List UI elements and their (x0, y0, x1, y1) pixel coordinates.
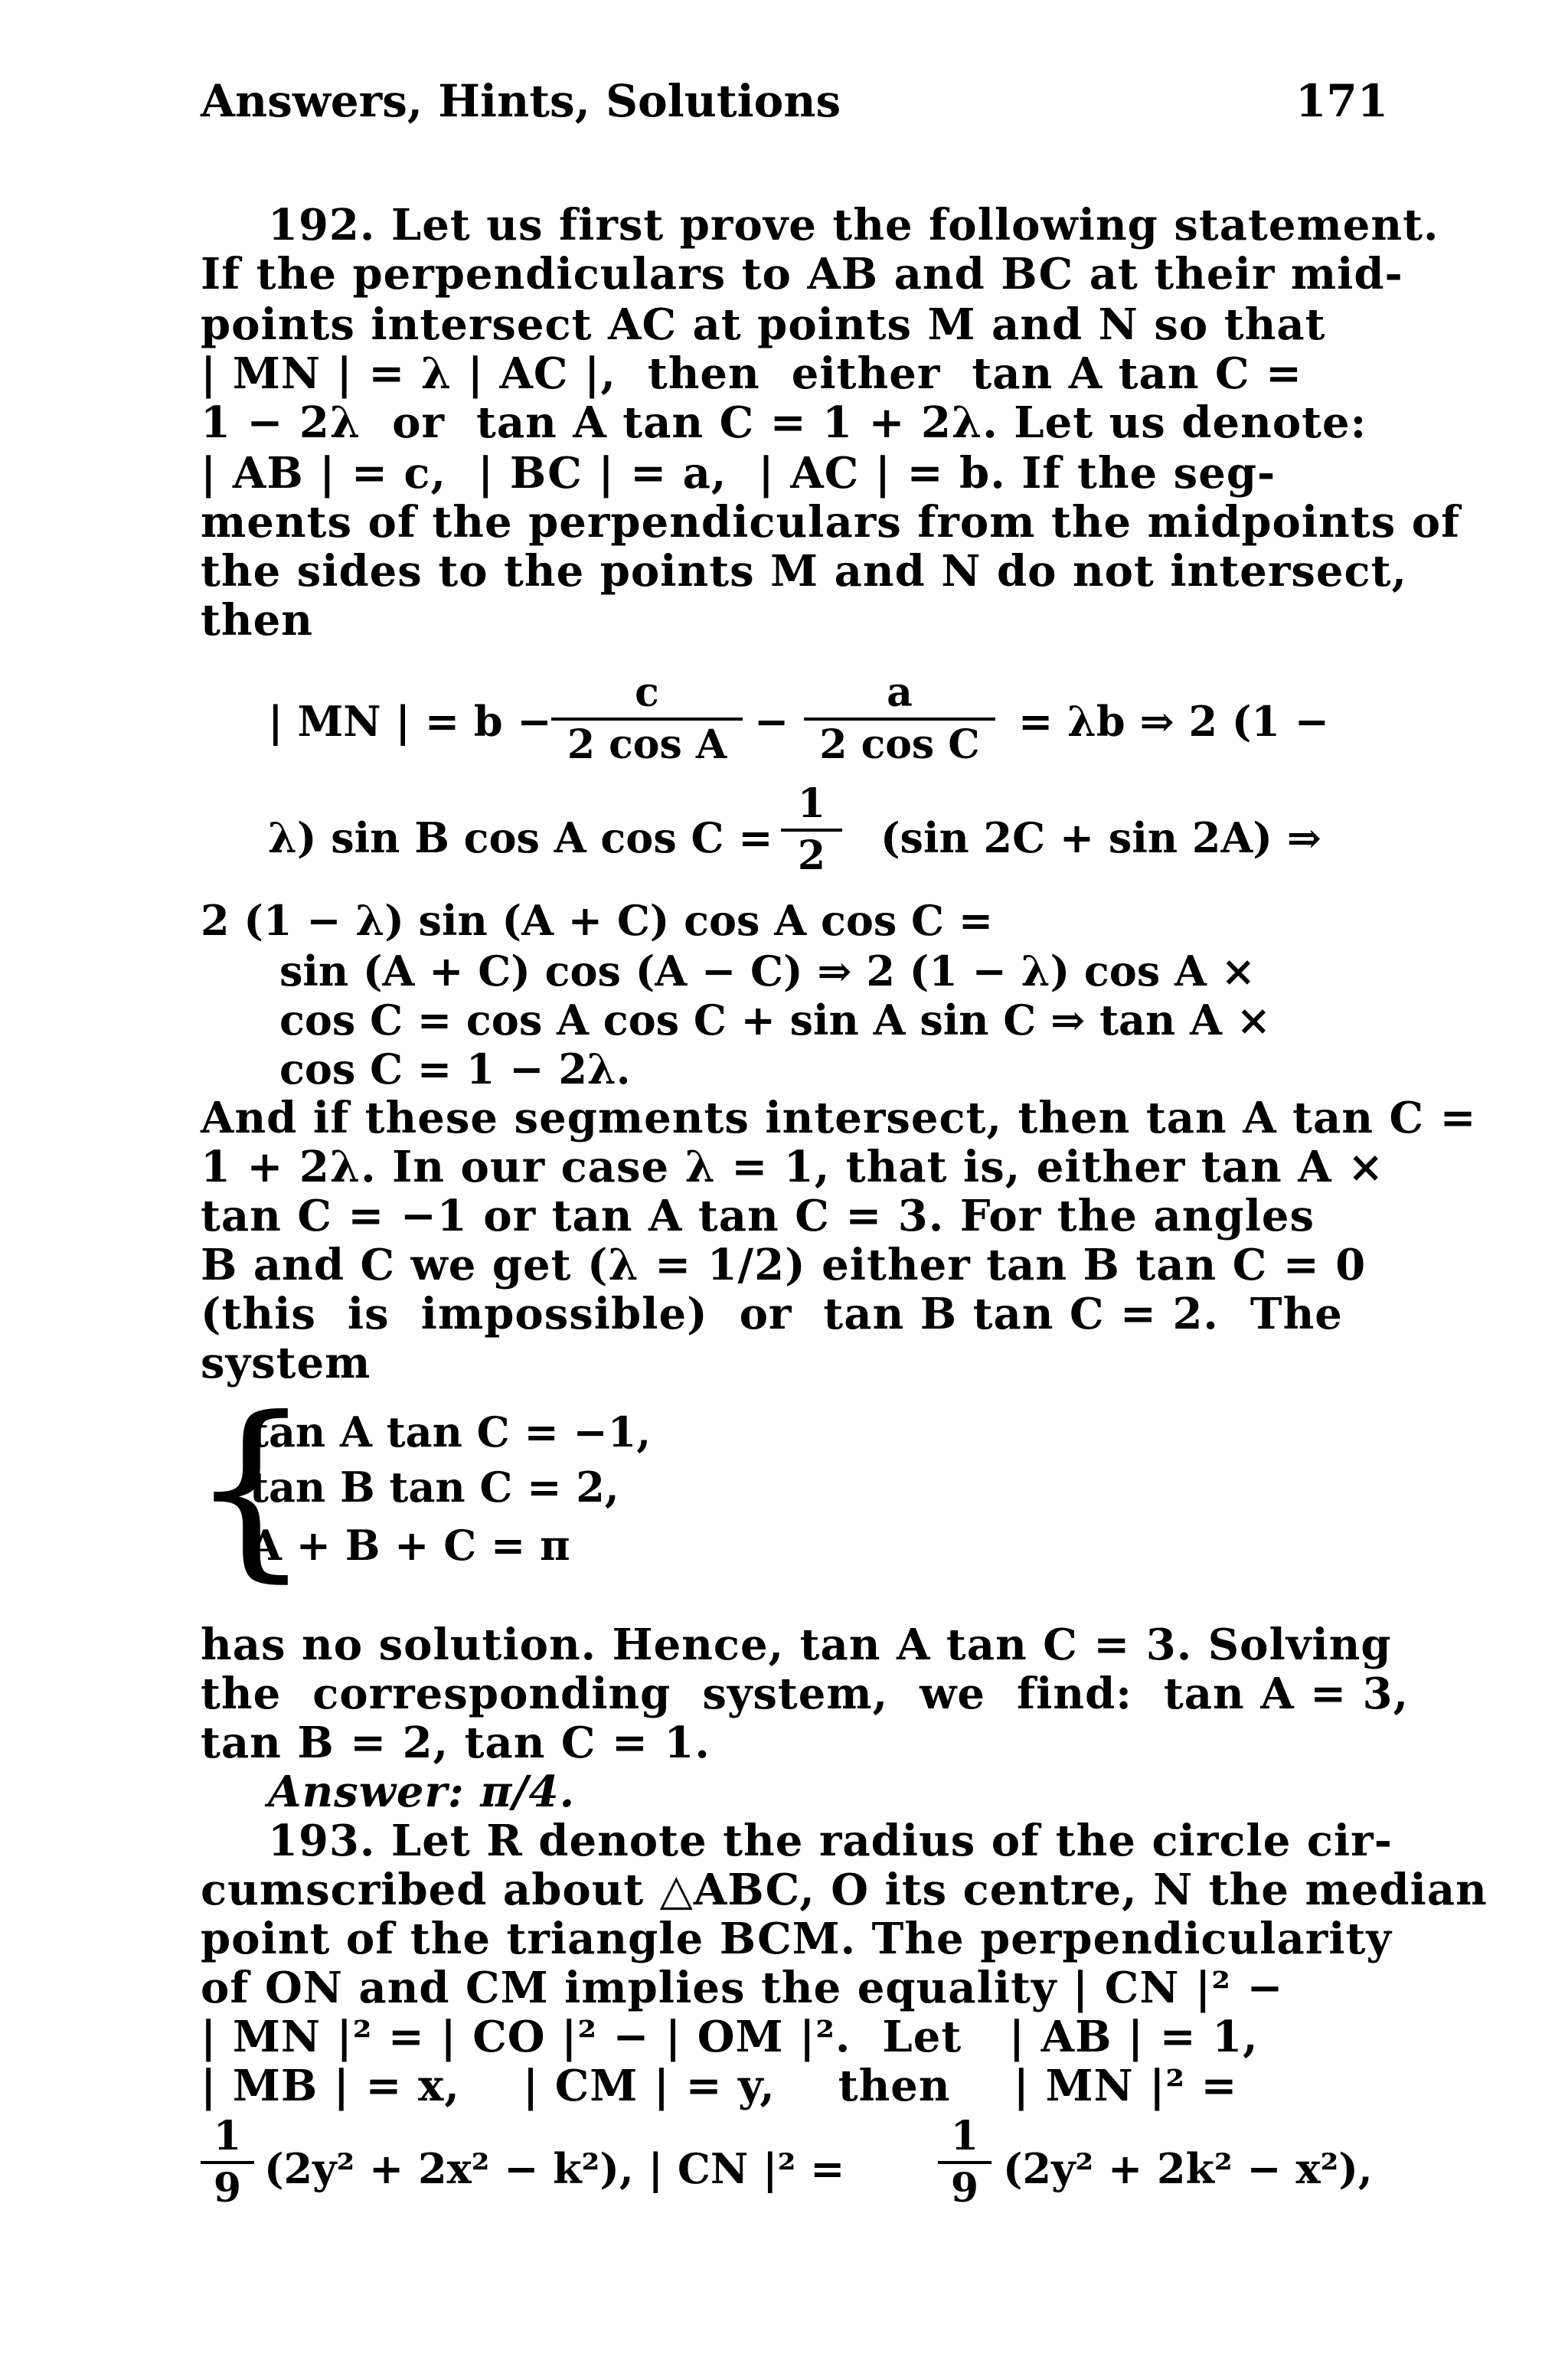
fraction-numerator: 1 (213, 2113, 242, 2159)
fraction (201, 2114, 254, 2212)
text-line: tan B = 2, tan C = 1. (201, 1718, 710, 1768)
equation-line: cos C = cos A cos C + sin A sin C ⇒ tan A × (279, 995, 1272, 1045)
text-line: has no solution. Hence, tan A tan C = 3. Solving (201, 1620, 1392, 1670)
equation-right: (sin 2C + sin 2A) ⇒ (880, 813, 1321, 862)
text-line: 192. Let us first prove the following statement. (268, 200, 1439, 250)
minus-sign: − (754, 697, 789, 746)
text-line: tan C = −1 or tan A tan C = 3. For the angles (201, 1191, 1315, 1241)
text-line: And if these segments intersect, then tan A tan C = (201, 1093, 1477, 1143)
fraction-numerator: 1 (797, 780, 826, 827)
text-line: | MB | = x, | CM | = y, then | MN |² = (201, 2061, 1238, 2111)
text-line: ments of the perpendiculars from the midpoints of (201, 497, 1461, 548)
fraction (781, 781, 842, 879)
fraction-numerator: c (635, 669, 659, 716)
fraction-numerator: 1 (950, 2113, 979, 2159)
fraction-bar (804, 718, 995, 721)
text-line: (this is impossible) or tan B tan C = 2. The (201, 1289, 1343, 1339)
page-number: 171 (1295, 75, 1389, 127)
text-line: | MN | = λ | AC |, then either tan A tan C = (201, 348, 1303, 399)
running-title: Answers, Hints, Solutions (201, 75, 841, 127)
text-line: of ON and CM implies the equality | CN |² − (201, 1963, 1284, 2013)
fraction-denominator: 2 cos C (819, 721, 980, 768)
equation-line: sin (A + C) cos (A − C) ⇒ 2 (1 − λ) cos A × (279, 946, 1256, 995)
equation-right: = λb ⇒ 2 (1 − (1018, 697, 1330, 746)
text-line: | MN |² = | CO |² − | OM |². Let | AB | = 1, (201, 2012, 1259, 2062)
text-line: 193. Let R denote the radius of the circle cir- (268, 1816, 1393, 1866)
text-line: cumscribed about △ABC, O its centre, N the median (201, 1865, 1488, 1915)
text-line: the corresponding system, we find: tan A = 3, (201, 1669, 1410, 1719)
equation-end: (2y² + 2k² − x²), (1003, 2144, 1373, 2193)
fraction (938, 2114, 991, 2212)
fraction (551, 670, 743, 768)
system-equation: A + B + C = π (250, 1521, 570, 1570)
text-line: then (201, 595, 313, 646)
text-line: 1 − 2λ or tan A tan C = 1 + 2λ. Let us denote: (201, 397, 1367, 448)
text-line: system (201, 1338, 371, 1388)
equation-middle: (2y² + 2x² − k²), | CN |² = (264, 2144, 845, 2193)
system-equation: tan A tan C = −1, (250, 1407, 652, 1456)
equation-line: 2 (1 − λ) sin (A + C) cos A cos C = (201, 896, 994, 945)
equation-left: λ) sin B cos A cos C = (268, 813, 773, 862)
fraction-numerator: a (887, 669, 913, 716)
text-line: B and C we get (λ = 1/2) either tan B tan C = 0 (201, 1240, 1367, 1290)
fraction-bar (781, 829, 842, 832)
text-line: points intersect AC at points M and N so that (201, 299, 1326, 350)
text-line: point of the triangle BCM. The perpendicularity (201, 1914, 1392, 1964)
equation-left: | MN | = b − (268, 697, 552, 746)
fraction-bar (201, 2161, 254, 2164)
fraction-denominator: 9 (950, 2165, 979, 2212)
text-line: 1 + 2λ. In our case λ = 1, that is, either tan A × (201, 1142, 1385, 1192)
fraction-denominator: 2 (797, 832, 826, 879)
fraction-bar (551, 718, 743, 721)
answer-line: Answer: π/4. (268, 1767, 576, 1817)
text-line: the sides to the points M and N do not intersect, (201, 546, 1407, 597)
system-equation: tan B tan C = 2, (250, 1463, 619, 1512)
fraction-denominator: 2 cos A (567, 721, 727, 768)
text-line: | AB | = c, | BC | = a, | AC | = b. If the seg- (201, 448, 1276, 499)
fraction (804, 670, 995, 768)
left-brace: { (190, 1376, 312, 1599)
equation-line: cos C = 1 − 2λ. (279, 1045, 631, 1094)
text-line: If the perpendiculars to AB and BC at their mid- (201, 249, 1403, 299)
fraction-denominator: 9 (213, 2165, 242, 2212)
fraction-bar (938, 2161, 991, 2164)
